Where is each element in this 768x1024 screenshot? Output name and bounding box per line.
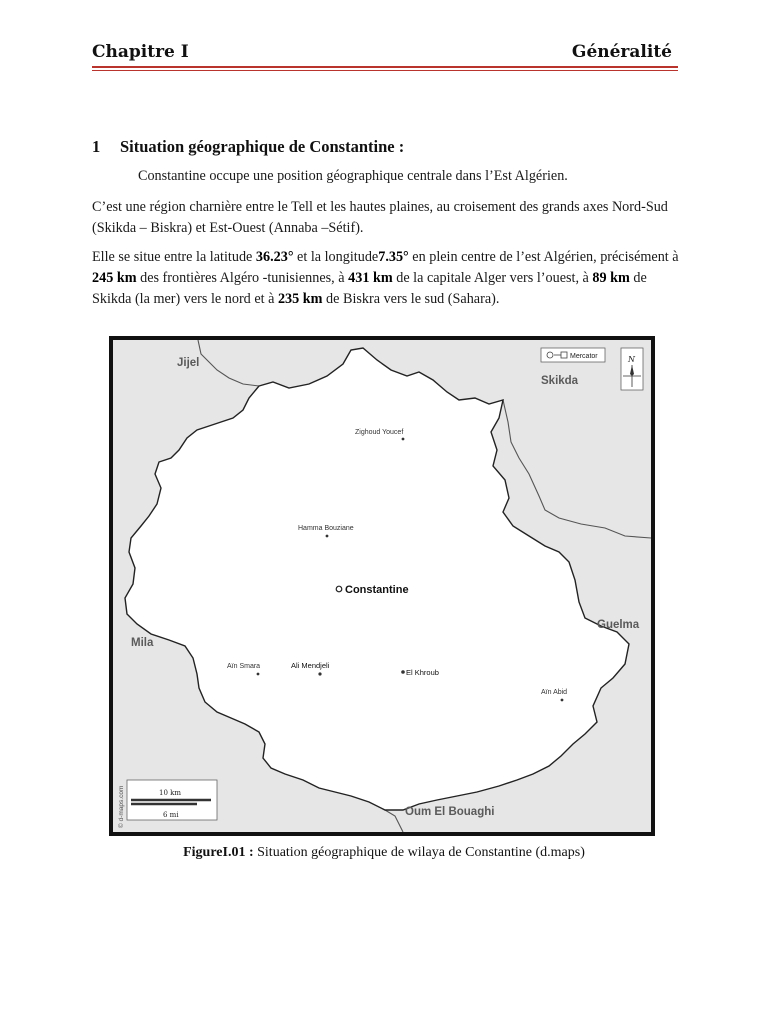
map-figure (109, 336, 655, 836)
p3-text-4: des frontières Algéro -tunisiennes, à (136, 270, 349, 286)
p3-text-5: de la capitale Alger vers l’ouest, à (392, 270, 593, 286)
p3-text-1: Elle se situe entre la latitude (92, 249, 256, 265)
dot-hamma (326, 535, 329, 538)
chapter-label: Chapitre I (92, 42, 189, 62)
label-guelma: Guelma (597, 619, 640, 631)
latitude-value: 36.23° (255, 249, 294, 265)
projection-label: Mercator (570, 353, 598, 360)
p3-text-6: de Skikda (la mer) vers le nord et à (92, 270, 647, 307)
label-hamma: Hamma Bouziane (298, 525, 354, 532)
heading-title: Situation géographique de Constantine : (120, 137, 405, 156)
header-rule-thick (92, 66, 678, 68)
header-rule-thin (92, 70, 678, 71)
dot-zighoud (402, 438, 405, 441)
dot-ain-smara (257, 673, 260, 676)
paragraph-1: Constantine occupe une position géographique centrale dans l’Est Algérien. (138, 168, 568, 184)
label-ain-smara: Aïn Smara (227, 663, 261, 670)
north-arrow (621, 348, 643, 390)
projection-legend (541, 348, 605, 362)
heading-number: 1 (92, 137, 101, 156)
label-zighoud: Zighoud Youcef (355, 429, 404, 436)
constantine-map (113, 340, 651, 832)
caption-label: FigureI.01 : (183, 845, 254, 860)
section-heading (92, 137, 404, 157)
label-jijel: Jijel (177, 357, 200, 369)
boundary-oum-el-bouaghi (385, 810, 403, 832)
p3-text-3: en plein centre de l’est Algérien, précisément à (408, 249, 679, 265)
scale-km-label: 10 km (159, 789, 182, 797)
paragraph-3 (92, 247, 682, 310)
label-mila: Mila (131, 637, 154, 649)
distance-alger: 431 km (348, 270, 393, 286)
scale-mi-label: 6 mi (163, 811, 179, 819)
scale-bar (127, 780, 217, 820)
p3-text-2: et la longitude (293, 249, 379, 265)
boundary-skikda-guelma (503, 400, 651, 538)
capital-marker (336, 586, 342, 592)
dot-el-khroub (401, 670, 405, 674)
boundary-jijel-mila (198, 340, 259, 386)
label-oum-el-bouaghi: Oum El Bouaghi (405, 806, 495, 818)
caption-text: Situation géographique de wilaya de Constantine (d.maps) (253, 845, 585, 860)
dot-ain-abid (561, 699, 564, 702)
longitude-value: 7.35° (378, 249, 409, 265)
dot-ali-mendjeli (318, 672, 321, 675)
label-el-khroub: El Khroub (406, 668, 439, 677)
distance-skikda: 89 km (592, 270, 630, 286)
p3-text-7: de Biskra vers le sud (Sahara). (322, 291, 500, 307)
wilaya-constantine-shape (125, 348, 629, 810)
north-label: N (628, 355, 635, 364)
label-ali-mendjeli: Ali Mendjeli (291, 661, 330, 670)
section-label: Généralité (571, 42, 672, 62)
distance-biskra: 235 km (277, 291, 323, 307)
label-skikda: Skikda (541, 375, 579, 387)
paragraph-2: C’est une région charnière entre le Tell et les hautes plaines, au croisement des grands axes Nord-Sud (Skikda – Biskra) et Est-Ouest (Annaba –Sétif). (92, 199, 668, 236)
label-ain-abid: Aïn Abid (541, 689, 568, 696)
label-constantine: Constantine (345, 584, 409, 596)
map-credit: © d-maps.com (118, 785, 125, 828)
figure-caption (0, 845, 768, 861)
distance-tunisia: 245 km (92, 270, 137, 286)
